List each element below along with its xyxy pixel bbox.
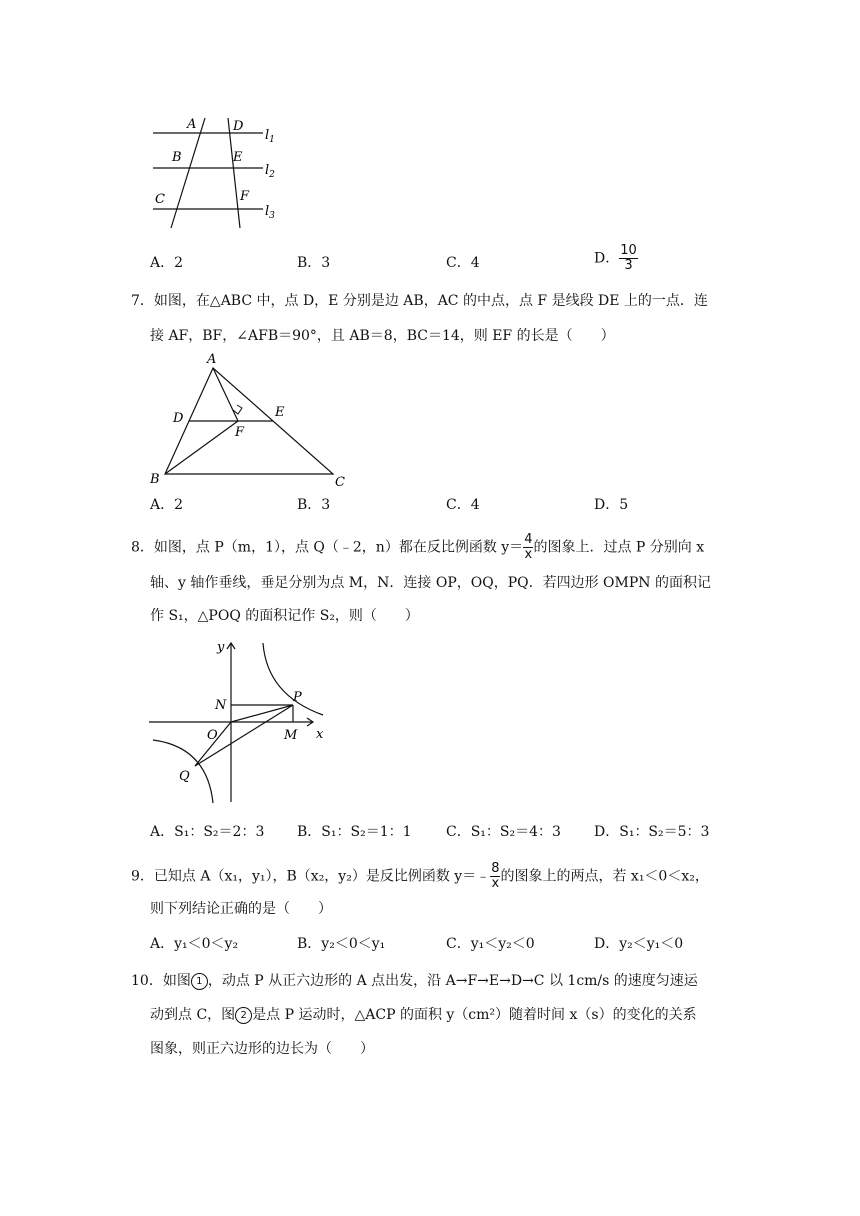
q8-option-a[interactable]: A．S₁：S₂＝2：3 [150,824,265,840]
label-D: D [173,411,184,426]
q9-stem-line1: 9．已知点 A（x₁，y₁），B（x₂，y₂）是反比例函数 y＝﹣ $\frac{8}{x}$ 的图象上的两点，若 x₁＜0＜x₂， [131,861,709,891]
q7-stem-line2: 接 AF，BF，∠AFB＝90°，且 AB＝8，BC＝14，则 EF 的长是（ ） [150,328,615,344]
fraction-10-3: $\frac{10}{3}$ [620,243,637,273]
label-x: x [316,727,324,742]
label-O: O [207,728,218,743]
label-P: P [293,690,302,705]
label-C: C [335,475,345,490]
q6-option-b[interactable]: B．3 [297,255,331,271]
q8-stem-line3: 作 S₁，△POQ 的面积记作 S₂，则（ ） [150,608,419,624]
q7-option-c[interactable]: C．4 [446,497,480,513]
label-B: B [150,472,160,487]
label-D: D [233,119,244,134]
label-l3: $l_3$ [265,204,275,221]
q6-option-c[interactable]: C．4 [446,255,480,271]
label-A: A [207,352,217,367]
q9-option-b[interactable]: B．y₂＜0＜y₁ [297,936,386,952]
label-N: N [215,698,227,713]
label-C: C [155,192,165,207]
label-l1: $l_1$ [265,128,275,145]
q6-option-d[interactable]: D． $\frac{10}{3}$ [594,243,637,273]
label-A: A [187,117,197,132]
q10-stem-line3: 图象，则正六边形的边长为（ ） [150,1041,374,1057]
q7-option-a[interactable]: A．2 [150,497,184,513]
q6-option-a[interactable]: A．2 [150,255,184,271]
label-y: y [217,640,225,655]
label-E: E [275,405,285,420]
q7-option-d[interactable]: D．5 [594,497,629,513]
transversal-right [228,118,240,228]
fraction-4-over-x: $\frac{4}{x}$ [524,532,533,562]
q9-stem-line2: 则下列结论正确的是（ ） [150,901,332,917]
q9-option-a[interactable]: A．y₁＜0＜y₂ [150,936,239,952]
q10-stem-line1: 10．如图 1 ，动点 P 从正六边形的 A 点出发，沿 A→F→E→D→C 以 1cm/s 的速度匀速运 [131,973,698,989]
label-F: F [240,189,250,204]
transversal-left [171,118,205,228]
q9-option-d[interactable]: D．y₂＜y₁＜0 [594,936,684,952]
label-F: F [235,425,245,440]
q8-stem-line1: 8．如图，点 P（m，1），点 Q（﹣2，n）都在反比例函数 y＝ $\frac{4}{x}$ 的图象上．过点 P 分别向 x [131,532,705,562]
fraction-8-over-x: $\frac{8}{x}$ [491,861,500,891]
q7-triangle-figure [145,350,355,490]
label-B: B [172,150,182,165]
q7-stem-line1: 7．如图，在△ABC 中，点 D，E 分别是边 AB，AC 的中点，点 F 是线段 DE 上的一点．连 [131,293,708,309]
q8-hyperbola-figure [145,635,345,807]
q6-parallel-lines-figure [145,112,285,230]
q8-stem-line2: 轴、y 轴作垂线，垂足分别为点 M，N．连接 OP，OQ，PQ．若四边形 OMPN 的面积记 [150,575,711,591]
q9-option-c[interactable]: C．y₁＜y₂＜0 [446,936,535,952]
q8-option-d[interactable]: D．S₁：S₂＝5：3 [594,824,710,840]
q8-option-c[interactable]: C．S₁：S₂＝4：3 [446,824,561,840]
circled-number-2: 2 [235,1007,252,1024]
segment-op [231,705,293,722]
q10-stem-line2: 动到点 C，图 2 是点 P 运动时，△ACP 的面积 y（cm²）随着时间 x（s）的变化的关系 [150,1007,697,1023]
segment-af [213,368,238,421]
label-E: E [233,150,243,165]
label-l2: $l_2$ [265,163,275,180]
circled-number-1: 1 [191,973,208,990]
segment-bf [165,421,238,474]
label-M: M [284,728,298,743]
q7-option-b[interactable]: B．3 [297,497,331,513]
q8-option-b[interactable]: B．S₁：S₂＝1：1 [297,824,412,840]
label-Q: Q [179,769,190,784]
